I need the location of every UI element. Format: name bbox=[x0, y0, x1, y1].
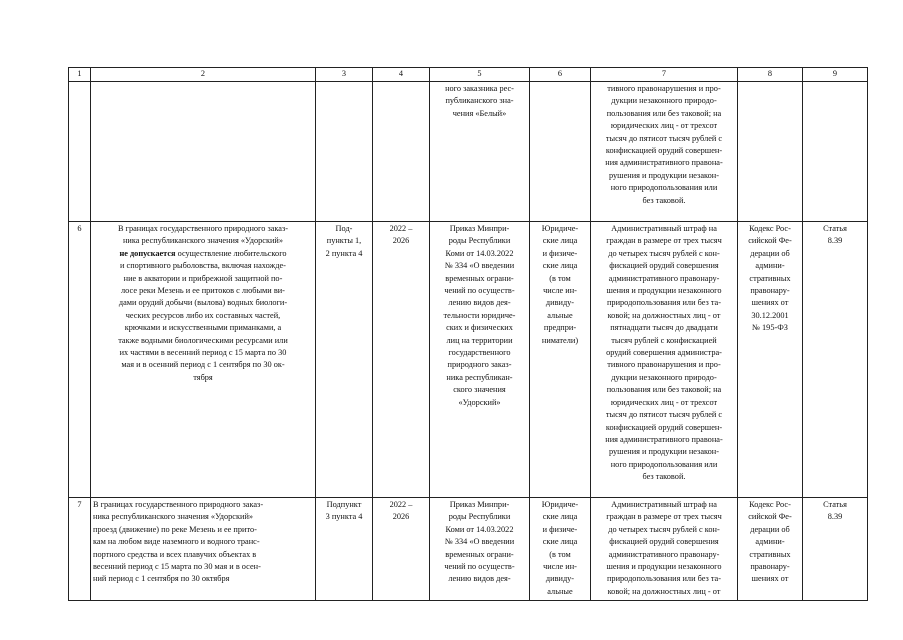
column-number: 4 bbox=[373, 68, 430, 82]
table-row-continuation bbox=[69, 82, 868, 222]
description-rest: осуществление любительского и спортивного рыболовства, включая нахожде- ние в акватории и прибрежной защитной по- лосе реки Мезень и ее притоков с любыми ви- дами орудий добычи (вылова) водных биологи- ческих ресурсов либо их составных частей, крючками и искусственными приманками, а также водными биологическими ресурсами или их частями в весенний период с 15 марта по 30 мая и в осенний период с 1 сентября по 30 ок- тября bbox=[118, 248, 288, 382]
description-emphasis: не допускается bbox=[119, 248, 176, 258]
legal-act: Приказ Минпри- роды Республики Коми от 14.03.2022 № 334 «О введении временных ограни- чений по осуществ- лению видов дея- тельности юридиче- ских и физических лиц на территории государственного природного заказ- ника республикан- ского значения «Удорский» bbox=[430, 222, 530, 498]
column-number: 7 bbox=[591, 68, 738, 82]
subjects: Юридиче- ские лица и физиче- ские лица (в том числе ин- дивиду- альные предпри- ниматели) bbox=[530, 222, 591, 498]
row-number: 6 bbox=[69, 222, 91, 498]
period: 2022 – 2026 bbox=[373, 498, 430, 601]
liability: Административный штраф на граждан в размере от трех тысяч до четырех тысяч рублей с кон- фискацией орудий совершения административного правонару- шения и продукции незаконного природопользования или без та- ковой; на должностных лиц - от пятнадцати тысяч до двадцати тысяч рублей с конфискацией орудий совершения администра- тивного правонарушения и про- дукции незаконного природо- пользования или без таковой; на юридических лиц - от трехсот тысяч до пятисот тысяч рублей с конфискацией орудий совершен- ния административного правона- рушения и продукции незакон- ного природопользования или без таковой. bbox=[591, 222, 738, 498]
row-number: 7 bbox=[69, 498, 91, 601]
clause-reference bbox=[316, 82, 373, 222]
liability: Административный штраф на граждан в размере от трех тысяч до четырех тысяч рублей с кон- фискацией орудий совершения административного правонару- шения и продукции незаконного природопользования или без та- ковой; на должностных лиц - от bbox=[591, 498, 738, 601]
restriction-description: В границах государственного природного заказ- ника республиканского значения «Удорский» проезд (движение) по реке Мезень и ее прито- кам на любом виде наземного и водного транс- портного средства и всех плавучих объектах в весенний период с 15 марта по 30 мая и в осен- ний период с 1 сентября по 30 октября bbox=[91, 498, 316, 601]
article-reference: Статья 8.39 bbox=[803, 498, 868, 601]
code-reference: Кодекс Рос- сийской Фе- дерации об админи- стративных правонару- шениях от bbox=[738, 498, 803, 601]
legal-act: Приказ Минпри- роды Республики Коми от 14.03.2022 № 334 «О введении временных ограни- чений по осуществ- лению видов дея- bbox=[430, 498, 530, 601]
liability: тивного правонарушения и про- дукции незаконного природо- пользования или без таковой; на юридических лиц - от трехсот тысяч до пятисот тысяч рублей с конфискацией орудий совершен- ния административного правона- рушения и продукции незакон- ного природопользования или без таковой. bbox=[591, 82, 738, 222]
column-number: 2 bbox=[91, 68, 316, 82]
restriction-description bbox=[91, 82, 316, 222]
legal-act: ного заказника рес- публиканского зна- чения «Белый» bbox=[430, 82, 530, 222]
regulations-table bbox=[68, 67, 868, 601]
column-number: 3 bbox=[316, 68, 373, 82]
column-number: 5 bbox=[430, 68, 530, 82]
row-number bbox=[69, 82, 91, 222]
article-reference bbox=[803, 82, 868, 222]
restriction-description bbox=[91, 222, 316, 498]
period: 2022 – 2026 bbox=[373, 222, 430, 498]
clause-reference: Подпункт 3 пункта 4 bbox=[316, 498, 373, 601]
code-reference bbox=[738, 82, 803, 222]
column-number: 6 bbox=[530, 68, 591, 82]
code-reference: Кодекс Рос- сийской Фе- дерации об админи- стративных правонару- шениях от 30.12.2001 № 195-ФЗ bbox=[738, 222, 803, 498]
column-number-row bbox=[69, 68, 868, 82]
subjects bbox=[530, 82, 591, 222]
clause-reference: Под- пункты 1, 2 пункта 4 bbox=[316, 222, 373, 498]
column-number: 9 bbox=[803, 68, 868, 82]
article-reference: Статья 8.39 bbox=[803, 222, 868, 498]
table-row-6 bbox=[69, 222, 868, 498]
table-row-7 bbox=[69, 498, 868, 601]
column-number: 8 bbox=[738, 68, 803, 82]
period bbox=[373, 82, 430, 222]
description-start: В границах государственного природного заказ- ника республиканского значения «Удорский» bbox=[117, 224, 289, 246]
column-number: 1 bbox=[69, 68, 91, 82]
subjects: Юридиче- ские лица и физиче- ские лица (в том числе ин- дивиду- альные bbox=[530, 498, 591, 601]
